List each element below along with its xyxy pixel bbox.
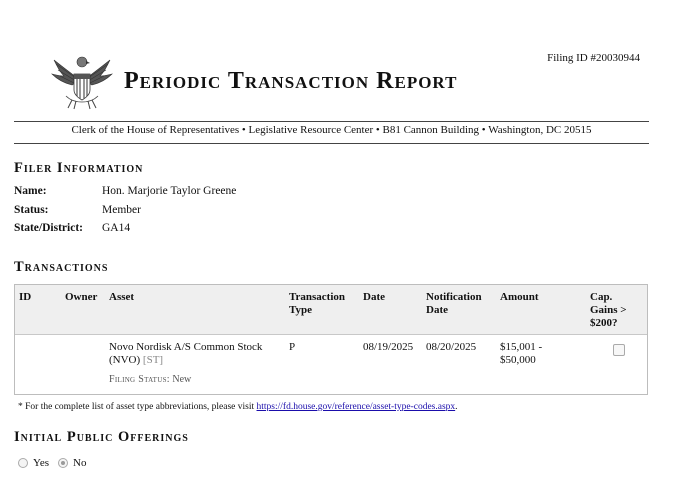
- ipo-no-label: No: [73, 457, 87, 469]
- filer-name-label: Name:: [14, 185, 47, 197]
- ipo-yes-label: Yes: [33, 457, 50, 469]
- footnote-end: .: [455, 402, 458, 412]
- asset-ticker-line: [109, 354, 262, 367]
- amount-line2: $50,000: [500, 354, 536, 366]
- col-transaction-type-line1: Transaction: [289, 291, 346, 303]
- asset-codes-link[interactable]: https://fd.house.gov/reference/asset-type-codes.aspx: [256, 402, 456, 412]
- filing-id: Filing ID #20030944: [547, 52, 640, 64]
- filing-status-label: Filing Status:: [109, 374, 170, 385]
- filer-district-value: GA14: [102, 222, 131, 234]
- filer-status-label: Status:: [14, 204, 49, 216]
- divider: [14, 121, 649, 122]
- col-cap-gains-line2: Gains >: [590, 304, 627, 316]
- clerk-address-line: Clerk of the House of Representatives • Legislative Resource Center • B81 Cannon Building • Washington, DC 20515: [71, 124, 592, 136]
- transaction-date-cell: 08/19/2025: [363, 341, 414, 353]
- page-title: Periodic Transaction Report: [124, 68, 458, 94]
- col-owner: Owner: [65, 291, 98, 303]
- asset-codes-footnote: [18, 402, 458, 412]
- ipo-yes-radio[interactable]: [18, 458, 28, 468]
- col-amount: Amount: [500, 291, 539, 303]
- col-cap-gains-line1: Cap.: [590, 291, 613, 303]
- notification-date-cell: 08/20/2025: [426, 341, 477, 353]
- filing-status-value: New: [172, 374, 192, 385]
- filer-information-heading: Filer Information: [14, 160, 144, 176]
- filer-district-label: State/District:: [14, 222, 83, 234]
- col-transaction-type: [289, 291, 345, 317]
- ipo-no-radio[interactable]: [58, 458, 68, 468]
- col-notification-date-line2: Date: [426, 304, 448, 316]
- amount-line1: $15,001 -: [500, 341, 543, 353]
- filer-status-value: Member: [102, 204, 141, 216]
- filer-name-value: Hon. Marjorie Taylor Greene: [102, 185, 237, 197]
- col-cap-gains-line3: $200?: [590, 317, 618, 329]
- divider: [14, 143, 649, 144]
- col-notification-date-line1: Notification: [426, 291, 482, 303]
- col-date: Date: [363, 291, 385, 303]
- filing-status: [109, 374, 191, 385]
- asset-ticker: (NVO): [109, 354, 141, 366]
- footnote-text: * For the complete list of asset type abbreviations, please visit: [18, 402, 257, 412]
- col-notification-date: [426, 291, 482, 317]
- col-transaction-type-line2: Type: [289, 304, 313, 316]
- col-id: ID: [19, 291, 32, 303]
- transactions-heading: Transactions: [14, 259, 109, 275]
- ipo-heading: Initial Public Offerings: [14, 429, 189, 445]
- cap-gains-checkbox[interactable]: [613, 344, 625, 356]
- transactions-table: [14, 284, 648, 395]
- transaction-type-cell: P: [289, 341, 296, 353]
- col-asset: Asset: [109, 291, 135, 303]
- asset-type-code: [ST]: [142, 354, 164, 366]
- eagle-seal-icon: [50, 50, 114, 112]
- amount-cell: [500, 341, 542, 367]
- asset-name: Novo Nordisk A/S Common Stock: [109, 341, 263, 353]
- col-cap-gains: [590, 291, 627, 330]
- asset-cell: [109, 341, 262, 367]
- table-header: [15, 285, 647, 335]
